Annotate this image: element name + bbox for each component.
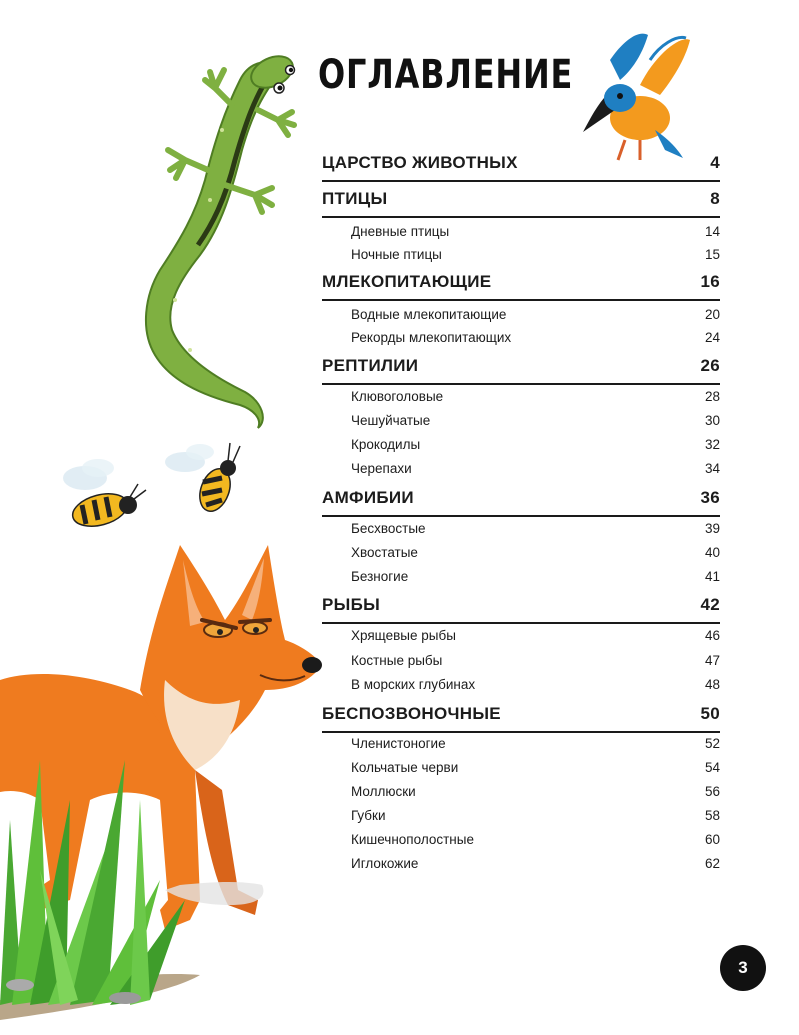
toc-item-page: 14 (704, 224, 720, 239)
toc-item-page: 30 (704, 413, 720, 428)
toc-item-row[interactable] (351, 760, 720, 775)
toc-section-row[interactable] (322, 488, 720, 508)
toc-section-page: 4 (710, 153, 720, 172)
toc-item-label: Черепахи (351, 461, 412, 476)
toc-section-title: РЕПТИЛИИ (322, 356, 419, 375)
toc-section-title: БЕСПОЗВОНОЧНЫЕ (322, 704, 501, 723)
toc-section-page: 16 (700, 272, 720, 291)
toc-item-label: Хрящевые рыбы (351, 628, 456, 643)
toc-item-page: 62 (704, 856, 720, 871)
toc-item-label: Дневные птицы (351, 224, 450, 239)
toc-item-row[interactable] (351, 808, 720, 823)
page-title: ОГЛАВЛЕНИЕ (318, 52, 574, 98)
toc-item-label: Губки (351, 808, 386, 823)
toc-item-page: 40 (704, 545, 720, 560)
toc-item-page: 54 (704, 760, 720, 775)
toc-item-row[interactable] (351, 832, 720, 847)
toc-item-row[interactable] (351, 653, 720, 668)
toc-item-row[interactable] (351, 628, 720, 643)
toc-item-row[interactable] (351, 736, 720, 751)
toc-item-row[interactable] (351, 389, 720, 404)
toc-section-row[interactable] (322, 704, 720, 724)
toc-item-page: 60 (704, 832, 720, 847)
toc-item-label: Крокодилы (351, 437, 421, 452)
toc-section-title: ПТИЦЫ (322, 189, 388, 208)
toc-section-page: 50 (700, 704, 720, 723)
toc-item-row[interactable] (351, 677, 720, 692)
toc-section-divider (322, 216, 720, 218)
toc-item-page: 48 (704, 677, 720, 692)
toc-item-label: Чешуйчатые (351, 413, 431, 428)
toc-item-label: Ночные птицы (351, 247, 442, 262)
toc-item-page: 39 (704, 521, 720, 536)
toc-section-title: МЛЕКОПИТАЮЩИЕ (322, 272, 492, 291)
toc-item-row[interactable] (351, 784, 720, 799)
toc-item-row[interactable] (351, 437, 720, 452)
toc-item-label: Водные млекопитающие (351, 307, 507, 322)
toc-section-row[interactable] (322, 356, 720, 376)
toc-item-label: Кольчатые черви (351, 760, 459, 775)
toc-item-row[interactable] (351, 461, 720, 476)
toc-section-page: 36 (700, 488, 720, 507)
kingfisher-illustration (583, 34, 690, 160)
toc-item-page: 46 (704, 628, 720, 643)
toc-section-divider (322, 180, 720, 182)
toc-section-title: РЫБЫ (322, 595, 381, 614)
toc-item-row[interactable] (351, 307, 720, 322)
toc-item-page: 34 (704, 461, 720, 476)
toc-item-row[interactable] (351, 856, 720, 871)
toc-section-divider (322, 622, 720, 624)
toc-item-row[interactable] (351, 545, 720, 560)
toc-item-label: Клювоголовые (351, 389, 444, 404)
toc-section-divider (322, 299, 720, 301)
toc-item-row[interactable] (351, 569, 720, 584)
toc-item-label: Безногие (351, 569, 409, 584)
toc-item-label: Членистоногие (351, 736, 446, 751)
toc-item-page: 52 (704, 736, 720, 751)
toc-section-divider (322, 731, 720, 733)
toc-section-row[interactable] (322, 272, 720, 292)
toc-item-label: В морских глубинах (351, 677, 476, 692)
toc-item-label: Костные рыбы (351, 653, 443, 668)
toc-section-divider (322, 515, 720, 517)
toc-section-divider (322, 383, 720, 385)
toc-item-page: 20 (704, 307, 720, 322)
toc-item-row[interactable] (351, 330, 720, 345)
toc-item-label: Моллюски (351, 784, 416, 799)
toc-item-row[interactable] (351, 521, 720, 536)
toc-item-page: 58 (704, 808, 720, 823)
toc-item-label: Кишечнополостные (351, 832, 474, 847)
fox-illustration (0, 545, 322, 930)
toc-section-title: ЦАРСТВО ЖИВОТНЫХ (322, 153, 518, 172)
toc-item-label: Иглокожие (351, 856, 419, 871)
toc-item-label: Рекорды млекопитающих (351, 330, 512, 345)
toc-section-row[interactable] (322, 153, 720, 173)
toc-item-page: 28 (704, 389, 720, 404)
toc-item-row[interactable] (351, 247, 720, 262)
toc-item-label: Бесхвостые (351, 521, 426, 536)
bee-illustration (63, 443, 240, 532)
toc-item-page: 56 (704, 784, 720, 799)
toc-section-page: 42 (700, 595, 720, 614)
toc-item-page: 41 (704, 569, 720, 584)
toc-item-label: Хвостатые (351, 545, 418, 560)
toc-item-page: 47 (704, 653, 720, 668)
toc-item-row[interactable] (351, 224, 720, 239)
toc-section-page: 26 (700, 356, 720, 375)
toc-section-page: 8 (710, 189, 720, 208)
toc-item-page: 24 (704, 330, 720, 345)
toc-section-row[interactable] (322, 595, 720, 615)
page-number-badge: 3 (720, 945, 766, 991)
toc-section-title: АМФИБИИ (322, 488, 414, 507)
toc-section-row[interactable] (322, 189, 720, 209)
toc-item-page: 32 (704, 437, 720, 452)
toc-item-page: 15 (704, 247, 720, 262)
lizard-illustration (146, 50, 298, 428)
toc-item-row[interactable] (351, 413, 720, 428)
